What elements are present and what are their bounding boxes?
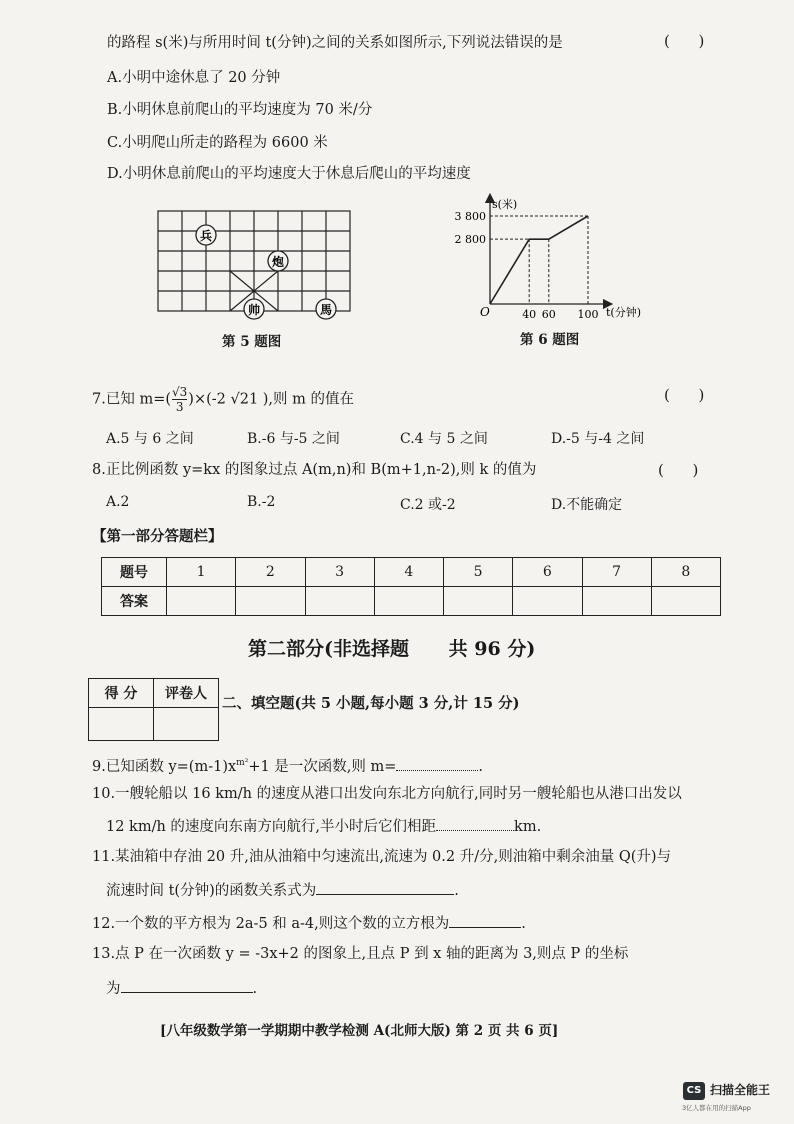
q7-option-a: A.5 与 6 之间	[106, 431, 194, 447]
q-number-1: 1	[167, 558, 236, 587]
section-fill-in-title: 二、填空题(共 5 小题,每小题 3 分,计 15 分)	[222, 695, 520, 712]
q11-line-1: 11.某油箱中存油 20 升,油从油箱中匀速流出,流速为 0.2 升/分,则油箱中剩余油量 Q(升)与	[92, 849, 672, 865]
answer-cell-8[interactable]	[651, 587, 720, 616]
q8-answer-paren: ( )	[658, 461, 699, 479]
part-two-title: 第二部分(非选择题 共 96 分)	[248, 638, 536, 660]
answer-table	[101, 557, 721, 616]
figure-6-caption: 第 6 题图	[520, 332, 580, 348]
camscanner-tagline: 3亿人都在用的扫描App	[682, 1104, 751, 1112]
q13-text: 为	[106, 981, 121, 997]
y-tick-2800: 2 800	[454, 233, 486, 247]
q6-option-d: D.小明休息前爬山的平均速度大于休息后爬山的平均速度	[107, 166, 471, 182]
q12-end: .	[521, 916, 526, 932]
y-axis-label: s(米)	[492, 198, 518, 211]
y-tick-3800: 3 800	[454, 210, 486, 223]
piece-pao	[268, 251, 288, 271]
camscanner-logo-icon: CS	[683, 1082, 705, 1100]
q11-end: .	[454, 883, 459, 899]
page-footer: [八年级数学第一学期期中教学检测 A(北师大版) 第 2 页 共 6 页]	[160, 1023, 559, 1039]
figure-5-caption: 第 5 题图	[222, 334, 282, 350]
origin-label: O	[480, 305, 490, 319]
q13-line-2	[106, 977, 257, 999]
answer-cell-7[interactable]	[582, 587, 651, 616]
q11-text: 流速时间 t(分钟)的函数关系式为	[106, 883, 317, 899]
piece-ma	[316, 299, 336, 319]
figure-6-graph	[440, 192, 660, 332]
figure-5-chessboard	[150, 205, 360, 325]
q6-answer-paren: ( )	[664, 32, 705, 50]
q-number-6: 6	[513, 558, 582, 587]
q7-fraction-numerator: √3	[172, 385, 188, 399]
q9-text-2: +1 是一次函数,则 m=	[248, 758, 397, 775]
svg-text:兵: 兵	[199, 229, 213, 243]
answer-bar-title: 【第一部分答题栏】	[92, 528, 223, 545]
score-label: 得 分	[89, 679, 154, 708]
score-cell[interactable]	[89, 708, 154, 741]
q-number-3: 3	[305, 558, 374, 587]
piece-shuai	[244, 299, 264, 319]
q7-option-d: D.-5 与-4 之间	[551, 431, 645, 447]
q10-unit: km.	[514, 819, 542, 835]
q13-line-1: 13.点 P 在一次函数 y = -3x+2 的图象上,且点 P 到 x 轴的距离为 3,则点 P 的坐标	[92, 946, 629, 962]
q9-text: 9.已知函数 y=(m-1)x	[92, 758, 237, 775]
q9-stem	[92, 753, 483, 777]
score-box	[88, 678, 219, 741]
q8-option-d: D.不能确定	[551, 497, 623, 513]
q8-option-b: B.-2	[247, 494, 276, 510]
q6-option-a: A.小明中途休息了 20 分钟	[107, 70, 281, 86]
q12-stem	[92, 912, 526, 934]
q7-fraction	[172, 385, 187, 414]
q13-end: .	[252, 981, 258, 997]
q12-answer-blank[interactable]	[449, 912, 521, 928]
q9-exponent: m²	[236, 758, 249, 768]
q7-stem	[92, 385, 354, 414]
q8-stem: 8.正比例函数 y=kx 的图象过点 A(m,n)和 B(m+1,n-2),则 k 的值为	[92, 462, 537, 478]
answer-cell-2[interactable]	[236, 587, 305, 616]
q7-option-b: B.-6 与-5 之间	[247, 431, 340, 447]
q-number-5: 5	[444, 558, 513, 587]
q8-option-c: C.2 或-2	[400, 497, 456, 513]
answer-table-number-row	[102, 558, 721, 587]
x-tick-100: 100	[577, 308, 599, 321]
answer-cell-6[interactable]	[513, 587, 582, 616]
q8-option-a: A.2	[106, 494, 130, 510]
q-number-7: 7	[582, 558, 651, 587]
svg-text:帅: 帅	[247, 303, 261, 317]
grader-cell[interactable]	[154, 708, 219, 741]
q6-option-b: B.小明休息前爬山的平均速度为 70 米/分	[107, 102, 373, 118]
number-row-label: 题号	[102, 558, 167, 587]
x-tick-40: 40	[522, 308, 537, 321]
q7-option-c: C.4 与 5 之间	[400, 431, 488, 447]
answer-row-label: 答案	[102, 587, 167, 616]
q7-suffix: )×(-2 √21 ),则 m 的值在	[188, 391, 355, 408]
x-tick-60: 60	[541, 308, 556, 321]
grader-label: 评卷人	[154, 679, 219, 708]
q6-stem: 的路程 s(米)与所用时间 t(分钟)之间的关系如图所示,下列说法错误的是	[107, 35, 563, 51]
q10-answer-blank[interactable]	[436, 815, 514, 831]
distance-time-line	[490, 216, 588, 304]
camscanner-brand: 扫描全能王	[710, 1083, 771, 1097]
q-number-4: 4	[374, 558, 443, 587]
answer-cell-5[interactable]	[444, 587, 513, 616]
svg-text:炮: 炮	[271, 255, 285, 269]
q10-text: 12 km/h 的速度向东南方向航行,半小时后它们相距	[106, 819, 437, 835]
q7-fraction-denominator: 3	[175, 400, 184, 414]
q-number-2: 2	[236, 558, 305, 587]
answer-cell-4[interactable]	[374, 587, 443, 616]
q6-option-c: C.小明爬山所走的路程为 6600 米	[107, 135, 328, 151]
q13-answer-blank[interactable]	[121, 977, 253, 993]
q11-answer-blank[interactable]	[316, 879, 454, 895]
answer-cell-1[interactable]	[167, 587, 236, 616]
q9-end: .	[478, 758, 484, 775]
x-axis-label: t(分钟)	[606, 306, 642, 319]
piece-bing	[196, 225, 216, 245]
q11-line-2	[106, 879, 459, 901]
q7-answer-paren: ( )	[664, 386, 705, 404]
q9-answer-blank[interactable]	[396, 755, 478, 771]
q10-line-2	[106, 815, 541, 837]
answer-cell-3[interactable]	[305, 587, 374, 616]
answer-table-answer-row	[102, 587, 721, 616]
q12-text: 12.一个数的平方根为 2a-5 和 a-4,则这个数的立方根为	[92, 916, 450, 932]
q7-prefix: 7.已知 m=(	[92, 391, 171, 408]
q-number-8: 8	[651, 558, 720, 587]
q10-line-1: 10.一艘轮船以 16 km/h 的速度从港口出发向东北方向航行,同时另一艘轮船也从港口出发以	[92, 786, 682, 802]
svg-text:馬: 馬	[319, 303, 333, 317]
